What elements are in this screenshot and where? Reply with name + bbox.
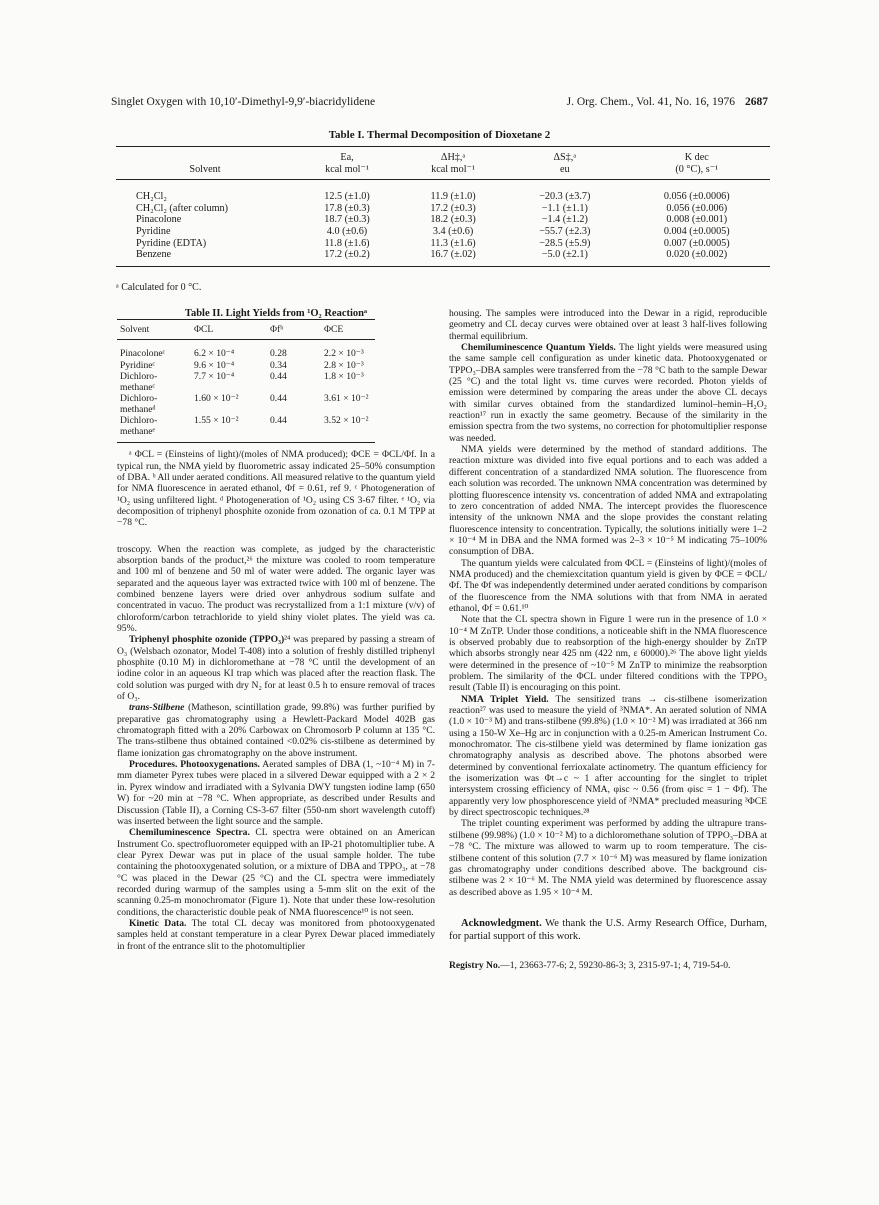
table1-cell-value: 11.8 (±1.6)	[324, 237, 370, 249]
table2-cell-solvent: Dichloro- methaneᶜ	[120, 370, 158, 393]
table1-cell-value: 16.7 (±.02)	[430, 249, 476, 261]
left-paragraph-5: Chemiluminescence Spectra. CL spectra were obtained on an American Instrument Co. spectrofluorometer equipped with an IP-21 photomultiplier tube. A clear Pyrex Dewar was put in place of the usual sample holder. The tube containing the photooxygenated solution, or a mixture of DBA and TPPO₃, at −78 °C was placed in the Dewar (25 °C) and the CL spectra were immediately recorded during warmup of the samples using a 5-mm slit on the exit of the scanning 0.25-m monochromator (Figure 1). Note that under these low-resolution conditions, the characteristic double peak of NMA fluorescence¹⁰ is not seen.	[117, 827, 435, 918]
table1-cell-value: 0.056 (±0.006)	[666, 202, 728, 214]
table2-header-phi-f: Φfᵇ	[270, 324, 284, 336]
table2-cell-value: 0.34	[270, 359, 287, 371]
table2-cell-value: 1.60 × 10⁻²	[194, 392, 239, 404]
table1-cell-value: 12.5 (±1.0)	[324, 191, 370, 203]
table1-cell-value: 17.2 (±0.2)	[324, 249, 370, 261]
right-paragraph-5: Note that the CL spectra shown in Figure 1 were run in the presence of 1.0 × 10⁻⁴ M ZnTP. Under those conditions, a noticeable shift in the NMA fluorescence is observed probably due to reabsorption of the high-energy shoulder by ZnTP which absorbs strongly near 425 nm (422 nm, ε 60000).²⁶ The above light yields were determined in the presence of ~10⁻⁵ M ZnTP to minimize the reabsorption problem. The similarity of the ΦCL under filtered conditions with the TPPO₃ result (Table II) is encouraging on this point.	[449, 614, 767, 694]
table2-cell-value: 3.52 × 10⁻²	[324, 415, 369, 426]
table1-row	[116, 214, 770, 226]
section-head-cl-spectra: Chemiluminescence Spectra.	[129, 827, 250, 839]
section-head-tppo3: Triphenyl phosphite ozonide (TPPO₃)	[129, 634, 285, 646]
right-paragraph-7: The triplet counting experiment was performed by adding the ultrapure trans-stilbene (99.98%) (1.0 × 10⁻² M) to a dichloromethane solution of TPPO₃–DBA at −78 °C. The mixture was allowed to warm up to room temperature. The cis-stilbene content of this solution (7.7 × 10⁻⁶ M) was measured by flame ionization gas chromatography under conditions described above. The background cis-stilbene was 2 × 10⁻⁶ M. The NMA yield was determined by fluorescence assay as described above as 1.95 × 10⁻⁴ M.	[449, 818, 767, 898]
table2-cell-value: 0.44	[270, 370, 287, 382]
left-paragraph-2: Triphenyl phosphite ozonide (TPPO₃)²⁴ was prepared by passing a stream of O₃ (Welsbach ozonator, Model T-408) into a solution of freshly distilled triphenyl phosphite (0.10 M) in dichloromethane at −78 °C until the development of an iodine color in an aqueous KI trap which was placed after the reaction flask. The cold solution was purged with dry N₂ for at least 0.5 h to ensure removal of traces of O₃.	[117, 634, 435, 703]
table1-cell-value: 18.7 (±0.3)	[324, 214, 370, 226]
table2-cell-value: 6.2 × 10⁻⁴	[194, 348, 235, 360]
table1-caption: Table I. Thermal Decomposition of Dioxetane 2	[328, 129, 551, 141]
table2-header-phi-cl: ΦCL	[194, 324, 214, 336]
right-paragraph-1: housing. The samples were introduced into the Dewar in a rigid, reproducible geometry and CL decay curves were obtained over at least 3 half-lives following thermal equilibrium.	[449, 308, 767, 342]
table1-header-ea: Ea, kcal mol⁻¹	[325, 152, 369, 175]
left-column	[117, 308, 435, 952]
section-head-procedures: Procedures. Photooxygenations.	[129, 759, 260, 771]
table1-cell-solvent: Pyridine (EDTA)	[136, 237, 207, 249]
table1-cell-value: 3.4 (±0.6)	[432, 225, 474, 237]
section-head-quantum-yields: Chemiluminescence Quantum Yields.	[461, 342, 616, 354]
section-head-triplet-yield: NMA Triplet Yield.	[461, 693, 549, 705]
table1-body	[116, 180, 770, 267]
table1-cell-value: 17.2 (±0.3)	[430, 202, 476, 214]
table1-cell-value: −28.5 (±5.9)	[539, 237, 591, 249]
table2-cell-value: 2.8 × 10⁻³	[324, 359, 364, 371]
table2-row	[117, 415, 375, 443]
table1-cell-value: 0.056 (±0.0006)	[663, 191, 730, 203]
right-paragraph-4: The quantum yields were calculated from ΦCL = (Einsteins of light)/(moles of NMA produced) and the chemiexcitation quantum yield is given by ΦCE = ΦCL/Φf. The Φf was independently determined under aerated conditions by comparison of the fluorescence from the NMA solutions with that from NMA in aerated ethanol, Φf = 0.61.¹⁰	[449, 557, 767, 614]
right-column	[449, 308, 767, 971]
table1-cell-value: −1.1 (±1.1)	[541, 202, 588, 214]
right-paragraph-6: NMA Triplet Yield. The sensitized trans → cis-stilbene isomerization reaction²⁷ was used to measure the yield of ³NMA*. An aerated solution of NMA (1.0 × 10⁻³ M) and trans-stilbene (99.8%) (1.0 × 10⁻² M) was irradiated at 366 nm using a 150-W Xe–Hg arc in conjunction with a 0.25-m American Instrument Co. monochromator. The cis-stilbene yield was determined by flame ionization gas chromatography analysis as described above. The photons absorbed were determined by conventional ferrioxalate actinometry. The quantum efficiency for the isomerization was Φt→c ~ 1 after accounting for the singlet to triplet intersystem crossing efficiency of NMA, φisc ~ 0.56 (from φisc = 1 − Φf). The apparently very low phosphorescence yield of ³NMA* precluded measuring ³ΦCE by direct spectroscopic techniques.²⁸	[449, 693, 768, 819]
table1-cell-value: 11.3 (±1.6)	[430, 237, 476, 249]
table1-cell-value: −1.4 (±1.2)	[541, 214, 588, 226]
section-head-acknowledgment: Acknowledgment.	[461, 917, 542, 929]
table1-cell-value: 0.008 (±0.001)	[666, 214, 728, 226]
running-header-journal	[567, 96, 768, 108]
registry-numbers: Registry No.—1, 23663-77-6; 2, 59230-86-3; 3, 2315-97-1; 4, 719-54-0.	[449, 959, 731, 971]
table1-cell-value: −5.0 (±2.1)	[541, 249, 588, 261]
table1-row	[116, 226, 770, 238]
table1-cell-value: 0.020 (±0.002)	[666, 249, 728, 261]
table2-cell-solvent: Dichloro- methaneᵈ	[120, 392, 158, 415]
table2-cell-value: 2.2 × 10⁻³	[324, 348, 364, 360]
table1-row	[116, 203, 770, 215]
table2-cell-value: 1.8 × 10⁻³	[324, 370, 364, 382]
table2-cell-value: 7.7 × 10⁻⁴	[194, 370, 235, 382]
running-header-title: Singlet Oxygen with 10,10′-Dimethyl-9,9′-biacridylidene	[111, 96, 376, 108]
table1-cell-value: −20.3 (±3.7)	[539, 191, 591, 203]
table2-caption: Table II. Light Yields from ¹O₂ Reactionᵃ	[184, 308, 368, 319]
table2-row	[117, 371, 375, 393]
table1-cell-value: 0.007 (±0.0005)	[663, 237, 730, 249]
table2-row	[117, 340, 375, 360]
section-head-registry: Registry No.	[449, 959, 501, 971]
table2-notes	[117, 449, 435, 528]
table1-cell-value: 18.2 (±0.3)	[430, 214, 476, 226]
acknowledgment: Acknowledgment. We thank the U.S. Army Research Office, Durham, for partial support of this work.	[449, 917, 767, 942]
table1-cell-value: 0.004 (±0.0005)	[663, 225, 730, 237]
table2-cell-solvent: Pyridineᶜ	[120, 359, 155, 371]
table2-footnotes: ᵃ ΦCL = (Einsteins of light)/(moles of NMA produced); ΦCE = ΦCL/Φf. In a typical run, the NMA yield by fluorometric assay indicated 25–50% consumption of DBA. ᵇ All under aerated conditions. All measured relative to the quantum yield for NMA fluorescence in aerated ethanol, Φf = 0.61, ref 9. ᶜ Photogeneration of ¹O₂ using unfiltered light. ᵈ Photogeneration of ¹O₂ using CS 3-67 filter. ᵉ ¹O₂ via decomposition of triphenyl phosphite ozonide from ozonation of ca. 0.1 M TPP at −78 °C.	[117, 449, 435, 529]
table2	[117, 319, 375, 443]
table2-header-phi-ce: ΦCE	[324, 324, 344, 336]
table2-cell-solvent: Pinacoloneᶜ	[120, 348, 166, 360]
table2-header-solvent: Solvent	[120, 324, 150, 336]
journal-citation: J. Org. Chem., Vol. 41, No. 16, 1976	[566, 96, 735, 108]
table1-header-row	[116, 147, 770, 180]
table1-cell-solvent: Pyridine	[136, 225, 171, 237]
table2-cell-value: 0.44	[270, 415, 287, 426]
section-head-trans-stilbene: trans-Stilbene	[129, 702, 185, 714]
right-paragraph-2: Chemiluminescence Quantum Yields. The light yields were measured using the same sample cell configuration as under kinetic data. Photooxygenated or TPPO₃–DBA samples were transferred from the −78 °C bath to the sample Dewar (25 °C) and the total light vs. time curves were recorded. Photon yields of emission were determined by comparing the areas under the above CL decays with similar curves obtained from the standardized luminol–hemin–H₂O₂ reaction¹⁷ run in exactly the same geometry. Because of the similarity in the emission spectra from the two systems, no correction for photomultiplier response was needed.	[449, 342, 768, 444]
table2-cell-value: 9.6 × 10⁻⁴	[194, 359, 235, 371]
table2-row	[117, 393, 375, 415]
table2-cell-value: 1.55 × 10⁻²	[194, 415, 239, 426]
table1-cell-solvent: CH₂Cl₂	[136, 191, 167, 203]
table1-header-kdec: K dec (0 °C), s⁻¹	[675, 152, 719, 175]
table1-cell-solvent: CH₂Cl₂ (after column)	[136, 202, 228, 214]
table2-cell-solvent: Dichloro- methaneᵉ	[120, 415, 158, 438]
table2-body	[117, 340, 375, 443]
table2-cell-value: 0.44	[270, 392, 287, 404]
left-paragraph-1: troscopy. When the reaction was complete, as judged by the characteristic absorption bands of the product,²⁶ the mixture was cooled to room temperature and 100 ml of benzene and 50 ml of water were added. The organic layer was separated and the aqueous layer was extracted twice with 100 ml of benzene. The combined benzene layers were dried over anhydrous sodium sulfate and concentrated in vacuo. The product was recrystallized from a 1:1 mixture (v/v) of chloroform/carbon tetrachloride to yield shiny violet plates. The yield was ca. 95%.	[117, 543, 435, 634]
table1-row	[116, 238, 770, 250]
table2-row	[117, 360, 375, 371]
table1-footnote: ᵃ Calculated for 0 °C.	[116, 282, 202, 293]
table2-cell-value: 3.61 × 10⁻²	[324, 392, 369, 404]
table1-cell-solvent: Pinacolone	[136, 214, 182, 226]
page-number: 2687	[745, 96, 768, 108]
left-paragraph-6: Kinetic Data. The total CL decay was monitored from photooxygenated samples held at constant temperature in a clear Pyrex Dewar placed immediately in front of the entrance slit to the photomultiplier	[117, 917, 435, 952]
table1-header-ds: ΔS‡,ᵃ eu	[553, 152, 577, 175]
table1-header-dh: ΔH‡,ᵃ kcal mol⁻¹	[431, 152, 475, 175]
table1-header-solvent: Solvent	[189, 163, 221, 175]
left-paragraph-4: Procedures. Photooxygenations. Aerated samples of DBA (1, ~10⁻⁴ M) in 7-mm diameter Pyrex tubes were placed in a silvered Dewar equipped with a 2 × 2 in. Pyrex window and irradiated with a Sylvania DWY tungsten iodine lamp (650 W) for ~20 min at −78 °C. When appropriate, as described under Results and Discussion (Table II), a Corning CS-3-67 filter (550-nm short wavelength cutoff) was inserted between the light source and the sample.	[117, 759, 435, 827]
table1-cell-value: −55.7 (±2.3)	[539, 225, 591, 237]
table1-cell-value: 4.0 (±0.6)	[326, 225, 368, 237]
table2-header-row	[117, 320, 375, 340]
table1-cell-value: 11.9 (±1.0)	[430, 191, 476, 203]
table1-row	[116, 180, 770, 203]
right-paragraph-3: NMA yields were determined by the method of standard additions. The reaction mixture was divided into five equal portions and to each was added a different concentration of a standardized NMA solution. The fluorescence from each solution was recorded. The unknown NMA concentration was determined by plotting fluorescence intensity vs. concentration of added NMA and extrapolating to zero concentration of added NMA. The intercept provides the fluorescence intensity of the unknown NMA and the slope provides the constant relating fluorescence intensity to concentration. Typically, the solutions initially were 1–2 × 10⁻⁴ M in DBA and the NMA formed was 2–3 × 10⁻⁵ M indicating 75–100% consumption of DBA.	[449, 444, 767, 558]
section-head-kinetic-data: Kinetic Data.	[129, 917, 187, 929]
table2-cell-value: 0.28	[270, 348, 287, 360]
table1-row	[116, 249, 770, 266]
table1-cell-value: 17.8 (±0.3)	[324, 202, 370, 214]
table1-cell-solvent: Benzene	[136, 249, 172, 261]
table1	[116, 146, 770, 267]
left-paragraph-3: trans-Stilbene (Matheson, scintillation grade, 99.8%) was further purified by preparative gas chromatography using a Hewlett-Packard Model 402B gas chromatograph fitted with a 20% Carbowax on Chromosorb P column at 135 °C. The trans-stilbene thus obtained contained <0.02% cis-stilbene as determined by flame ionization gas chromatography on the above instrument.	[117, 702, 435, 759]
